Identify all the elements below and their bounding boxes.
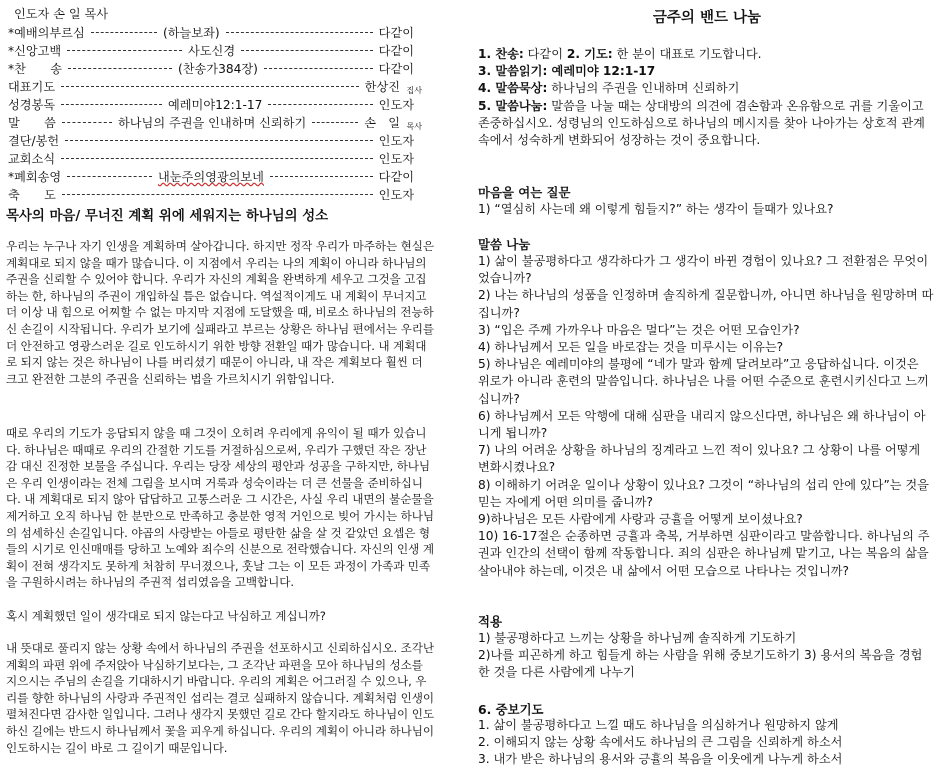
sharing-question: 8) 이해하기 어려운 일이나 상황이 있나요? 그것이 “하나님의 섭리 안에 있다”는 것을 믿는 자에게 어떤 의미를 줍니까? bbox=[478, 477, 929, 509]
order-row bbox=[8, 114, 422, 132]
order-item-label: *신앙고백 bbox=[8, 44, 62, 58]
order-item-title: 집사 bbox=[406, 86, 422, 95]
order-item-label: *폐회송영 bbox=[8, 170, 62, 184]
dashed-leader bbox=[312, 122, 358, 123]
dashed-leader bbox=[264, 68, 373, 69]
order-item-detail: 하나님의 주권을 인내하며 신뢰하기 bbox=[118, 116, 307, 130]
order-item-person: 인도자 bbox=[378, 134, 414, 148]
step-line-3: 4. 말씀묵상: 하나님의 주권을 인내하며 신뢰하기 bbox=[478, 81, 740, 96]
order-item-label: 성경봉독 bbox=[8, 98, 56, 112]
order-item-person: 다같이 bbox=[378, 170, 414, 184]
order-row bbox=[8, 150, 414, 168]
dashed-leader bbox=[61, 158, 373, 159]
dashed-leader bbox=[61, 104, 162, 105]
order-row bbox=[8, 96, 414, 114]
prayer-item: 1. 삶이 불공평하다고 느낄 때도 하나님을 의심하거나 원망하지 않게 bbox=[478, 718, 839, 732]
dashed-leader bbox=[62, 122, 112, 123]
application-item: 1) 불공평하다고 느끼는 상황을 하나님께 솔직하게 기도하기 bbox=[478, 631, 797, 645]
order-item-person: 한상진 bbox=[364, 80, 400, 94]
order-row bbox=[8, 60, 414, 78]
dashed-leader bbox=[270, 176, 373, 177]
order-item-label: 결단/봉헌 bbox=[8, 134, 60, 148]
order-item-label: *예배의부르심 bbox=[8, 26, 85, 40]
sermon-paragraph-2: 때로 우리의 기도가 응답되지 않을 때 그것이 오히려 우리에게 유익이 될 때가 있습니다. 하나님은 때때로 우리의 간절한 기도를 거절하심으로써, 우리가 구했던 작은 장난감 대신 진정한 보물을 주십니다. 우리는 당장 세상의 평안과 성공을 구하지만, 하나님은 우리 인생이라는 전체 그림을 보시며 거룩과 성숙이라는 더 큰 선물을 준비하십니다. 내 계획대로 되지 않아 답답하고 고통스러운 그 시간은, 사실 우리 내면의 불순물을 제거하고 오직 하나님 한 분만으로 만족하고 충분한 영적 거인으로 빚어 가시는 하나님의 섬세하신 손길입니다. 야곱의 사랑받는 아들로 평탄한 삶을 살 것 같았던 요셉은 형들의 시기로 인신매매를 당하고 노예와 죄수의 신분으로 전락했습니다. 자신의 인생 계획이 전혀 생각지도 못하게 처참히 무너졌으나, 훗날 그는 이 모든 과정이 가족과 민족을 구원하시려는 하나님의 주권적 섭리였음을 고백합니다. bbox=[6, 426, 434, 590]
sermon-paragraph-4: 내 뜻대로 풀리지 않는 상황 속에서 하나님의 주권을 선포하시고 신뢰하십시오. 조각난 계획의 파편 위에 주저앉아 낙심하기보다는, 그 조각난 파편을 모아 하나님의 성소를 지으시는 주님의 손길을 기대하시기 바랍니다. 우리의 계획은 어그러질 수 있으나, 우리를 향한 하나님의 사랑과 주권적인 섭리는 결코 실패하지 않습니다. 계획처럼 인생이 펼쳐진다면 감사한 일입니다. 그러나 생각지 못했던 길로 간다 할지라도 하나님이 인도하신 길에는 반드시 하나님께서 꽃을 피우게 하십니다. 우리의 계획이 아니라 하나님이 인도하시는 길이 바로 그 길이기 때문입니다. bbox=[6, 641, 434, 755]
sharing-heading: 말씀 나눔 bbox=[478, 237, 531, 252]
dashed-leader bbox=[226, 32, 373, 33]
order-item-title: 목사 bbox=[406, 122, 422, 131]
order-item-label: 대표기도 bbox=[8, 80, 56, 94]
sharing-question-list bbox=[478, 253, 934, 580]
opening-question-heading: 마음을 여는 질문 bbox=[478, 185, 571, 200]
application-heading: 적용 bbox=[478, 614, 502, 629]
dashed-leader bbox=[241, 50, 373, 51]
left-column bbox=[6, 0, 438, 774]
dashed-leader bbox=[91, 32, 157, 33]
order-item-detail: 내눈주의영광의보네 bbox=[158, 170, 264, 184]
opening-question: 1) “열심히 사는데 왜 이렇게 힘들지?” 하는 생각이 들때가 있나요? bbox=[478, 202, 834, 216]
right-column bbox=[478, 0, 936, 774]
order-row bbox=[8, 168, 414, 186]
step-line-1: 1. 찬송: 다같이 2. 기도: 한 분이 대표로 기도합니다. bbox=[478, 47, 762, 61]
order-row bbox=[8, 78, 422, 96]
order-row bbox=[8, 42, 414, 60]
sharing-question: 1) 삶이 불공평하다고 생각하다가 그 생각이 바뀐 경험이 있나요? 그 전환점은 무엇이었습니까? bbox=[478, 254, 929, 286]
sermon-paragraph-3: 혹시 계획했던 일이 생각대로 되지 않는다고 낙심하고 계십니까? bbox=[6, 609, 326, 623]
step-line-4: 5. 말씀나눔: 말씀을 나눌 때는 상대방의 의견에 겸손함과 온유함으로 귀를 기울이고 존중하십시오. 성령님의 인도하심으로 하나님의 메시지를 찾아 나아가는 상호적 관계 속에서 성숙하게 변화되어 성장하는 것이 중요합니다. bbox=[478, 98, 925, 148]
sharing-question: 4) 하나님께서 모든 일을 바로잡는 것을 미루시는 이유는? bbox=[478, 340, 784, 355]
order-item-person: 인도자 bbox=[378, 152, 414, 166]
dashed-leader bbox=[68, 68, 172, 69]
sermon-title: 목사의 마음/ 무너진 계획 위에 세워지는 하나님의 성소 bbox=[6, 209, 329, 224]
sharing-question: 2) 나는 하나님의 성품을 인정하며 솔직하게 질문합니까, 아니면 하나님을 원망하며 따집니까? bbox=[478, 288, 934, 320]
prayer-item: 2. 이해되지 않는 상황 속에서도 하나님의 큰 그림을 신뢰하게 하소서 bbox=[478, 735, 843, 750]
prayer-list bbox=[478, 717, 934, 769]
dashed-leader bbox=[67, 176, 152, 177]
sharing-question: 6) 하나님께서 모든 악행에 대해 심판을 내리지 않으신다면, 하나님은 왜 하나님이 아니게 됩니까? bbox=[478, 408, 926, 441]
application-list bbox=[478, 630, 934, 682]
sharing-question: 3) “입은 주께 가까우나 마음은 멀다”는 것은 어떤 모습인가? bbox=[478, 322, 800, 337]
sharing-question: 7) 나의 어려운 상황을 하나님의 징계라고 느낀 적이 있나요? 그 상황이 나를 어떻게 변화시켰나요? bbox=[478, 443, 921, 475]
step-line-2: 3. 말씀읽기: 예레미야 12:1-17 bbox=[478, 64, 656, 79]
dashed-leader bbox=[67, 50, 182, 51]
dashed-leader bbox=[65, 140, 373, 141]
sharing-question: 5) 하나님은 예레미야의 불평에 “네가 말과 함께 달려보라”고 응답하십니다. 이것은 위로가 아니라 훈련의 말씀입니다. 하나님은 나를 어떤 수준으로 훈련시키신다고 느끼십니까? bbox=[478, 357, 929, 406]
order-row bbox=[8, 132, 414, 150]
order-item-person: 다같이 bbox=[378, 62, 414, 76]
band-title: 금주의 밴드 나눔 bbox=[652, 10, 762, 26]
order-row bbox=[8, 24, 414, 42]
order-item-person: 인도자 bbox=[378, 188, 414, 202]
dashed-leader bbox=[62, 194, 373, 195]
order-item-person: 다같이 bbox=[378, 44, 414, 58]
sharing-question: 9)하나님은 모든 사람에게 사랑과 긍휼을 어떻게 보이셨나요? bbox=[478, 512, 803, 527]
prayer-heading: 6. 중보기도 bbox=[478, 702, 544, 717]
order-item-label: 말 씀 bbox=[8, 116, 56, 130]
order-item-person: 손 일 bbox=[364, 116, 400, 130]
sermon-paragraph-1: 우리는 누구나 자기 인생을 계획하며 살아갑니다. 하지만 정작 우리가 마주하는 현실은 계획대로 되지 않을 때가 많습니다. 이 지점에서 우리는 나의 계획이 아니라 하나님의 주권을 신뢰할 수 있어야 합니다. 우리가 자신의 계획을 완벽하게 세우고 그것을 고집하는 한, 하나님의 주권이 개입하실 틈은 없습니다. 역설적이게도 내 계획이 무너지고 더 이상 내 힘으로 어찌할 수 없는 마지막 지점에 도달했을 때, 비로소 하나님의 전능하신 손길이 시작됩니다. 우리가 보기에 실패라고 부르는 상황은 하나님 편에서는 우리를 더 안전하고 영광스러운 길로 인도하시기 위한 방향 전환일 때가 많습니다. 내 계획대로 되지 않는 것은 하나님이 나를 버리셨기 때문이 아니라, 내 작은 계획보다 훨씬 더 크고 완전한 그분의 주권을 신뢰하는 법을 가르치시기 위함입니다. bbox=[6, 239, 434, 386]
order-item-label: *찬 송 bbox=[8, 62, 63, 76]
order-item-detail: (하늘보좌) bbox=[163, 26, 220, 40]
worship-leader-heading: 인도자 손 일 목사 bbox=[14, 7, 109, 21]
order-item-person: 다같이 bbox=[378, 26, 414, 40]
order-item-detail: 예레미야12:1-17 bbox=[168, 98, 263, 112]
application-item: 2)나를 피곤하게 하고 힘들게 하는 사람을 위해 중보기도하기 3) 용서의 복음을 경험한 것을 다른 사람에게 나누기 bbox=[478, 648, 923, 680]
prayer-item: 3. 내가 받은 하나님의 용서와 긍휼의 복음을 이웃에게 나누게 하소서 bbox=[478, 752, 843, 767]
order-item-label: 교회소식 bbox=[8, 152, 56, 166]
order-item-person: 인도자 bbox=[378, 98, 414, 112]
dashed-leader bbox=[61, 86, 359, 87]
sharing-question: 10) 16-17절은 순종하면 긍휼과 축복, 거부하면 심판이라고 말씀합니다. 하나님의 주권과 인간의 선택이 함께 작동합니다. 죄의 심판은 하나님께 맡기고, 나는 복음의 삶을 살아내야 하는데, 이것은 내 삶에서 어떤 모습으로 나타나는 것입니까? bbox=[478, 529, 930, 578]
order-item-detail: (찬송가384장) bbox=[178, 62, 258, 76]
order-item-detail: 사도신경 bbox=[188, 44, 236, 58]
band-steps bbox=[478, 46, 934, 149]
dashed-leader bbox=[268, 104, 373, 105]
order-row bbox=[8, 186, 414, 204]
order-item-label: 축 도 bbox=[8, 188, 56, 202]
